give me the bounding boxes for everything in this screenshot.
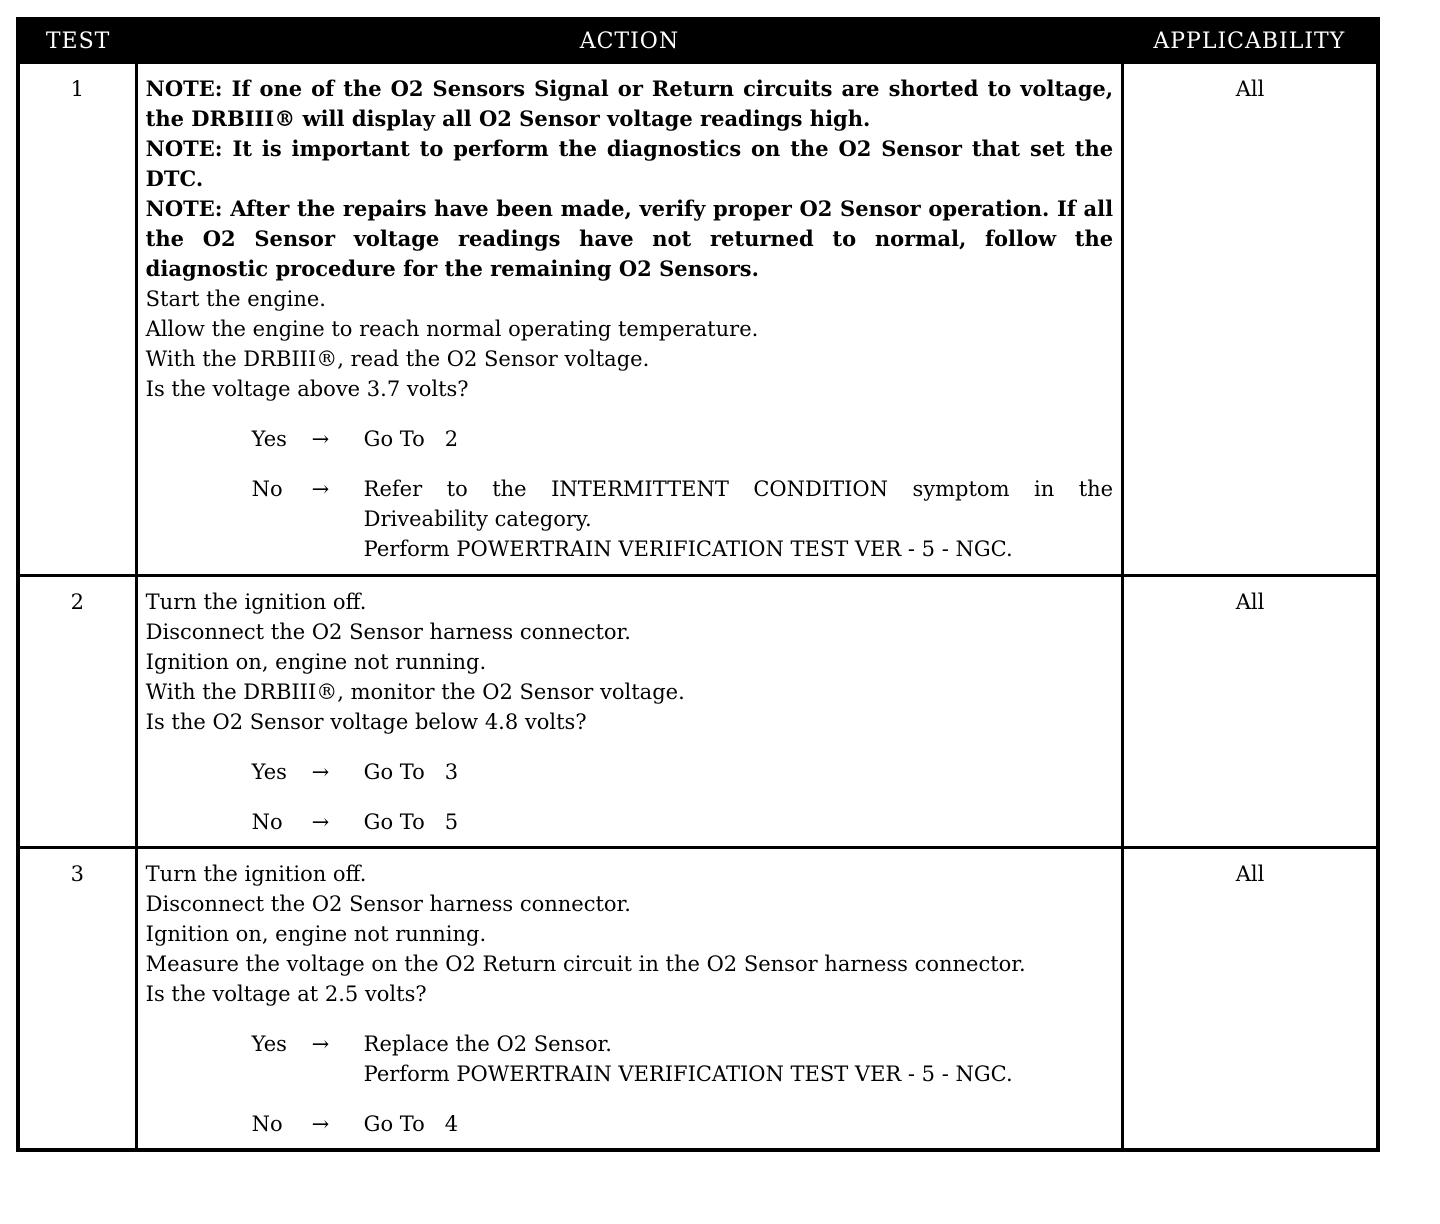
applicability-value: All (1123, 576, 1378, 848)
note-text: NOTE: After the repairs have been made, verify proper O2 Sensor operation. If all the O2 Sensor voltage readings have not returned to normal, follow the diagnostic procedure for the remaining O2 Sensors. (145, 196, 1114, 281)
no-label: No (251, 477, 283, 501)
step-text: Turn the ignition off. (145, 590, 367, 614)
step-text: With the DRBIII®, read the O2 Sensor voltage. (145, 347, 650, 371)
arrow-right-icon: → (311, 1112, 330, 1136)
table-row (18, 63, 1378, 576)
header-action: ACTION (136, 19, 1122, 63)
note-text: NOTE: If one of the O2 Sensors Signal or Return circuits are shorted to voltage, the DRBIII® will display all O2 Sensor voltage readings high. (145, 76, 1114, 131)
result-line: Driveability category. (363, 507, 592, 531)
question-text: Is the voltage above 3.7 volts? (145, 377, 469, 401)
test-number: 1 (18, 63, 136, 576)
question-text: Is the voltage at 2.5 volts? (145, 982, 427, 1006)
question-text: Is the O2 Sensor voltage below 4.8 volts? (145, 710, 587, 734)
test-number: 3 (18, 848, 136, 1150)
step-text: Start the engine. (145, 287, 326, 311)
yes-label: Yes (251, 1032, 287, 1056)
no-result (364, 1109, 1113, 1139)
yes-label: Yes (251, 760, 287, 784)
result-line: Go To 2 (363, 427, 459, 451)
arrow-right-icon: → (311, 810, 330, 834)
step-text: Allow the engine to reach normal operating temperature. (145, 317, 759, 341)
no-label: No (251, 810, 283, 834)
yes-response (146, 757, 1113, 787)
action-cell (136, 63, 1122, 576)
table-row (18, 848, 1378, 1150)
arrow-right-icon: → (311, 477, 330, 501)
result-line: Refer to the INTERMITTENT CONDITION symptom in the (363, 477, 1114, 501)
arrow-right-icon: → (311, 427, 330, 451)
header-applicability: APPLICABILITY (1123, 19, 1378, 63)
diagnostic-test-table (16, 17, 1380, 1152)
step-text: Turn the ignition off. (145, 862, 367, 886)
no-result (364, 807, 1113, 837)
applicability-value: All (1123, 63, 1378, 576)
yes-result (364, 424, 1113, 454)
yes-label: Yes (251, 427, 287, 451)
no-response (146, 474, 1113, 564)
no-response (146, 807, 1113, 837)
yes-response (146, 1029, 1113, 1089)
result-line: Replace the O2 Sensor. (363, 1032, 612, 1056)
arrow-right-icon: → (311, 1032, 330, 1056)
step-text: Ignition on, engine not running. (145, 650, 487, 674)
step-text: Disconnect the O2 Sensor harness connector. (145, 892, 631, 916)
no-response (146, 1109, 1113, 1139)
result-line: Perform POWERTRAIN VERIFICATION TEST VER - 5 - NGC. (363, 1062, 1013, 1086)
action-cell (136, 576, 1122, 848)
result-line: Go To 4 (363, 1112, 459, 1136)
test-number: 2 (18, 576, 136, 848)
table-row (18, 576, 1378, 848)
header-test: TEST (18, 19, 136, 63)
yes-result (364, 757, 1113, 787)
step-text: With the DRBIII®, monitor the O2 Sensor voltage. (145, 680, 685, 704)
result-line: Go To 3 (363, 760, 459, 784)
result-line: Go To 5 (363, 810, 459, 834)
no-result (364, 474, 1113, 564)
no-label: No (251, 1112, 283, 1136)
step-text: Ignition on, engine not running. (145, 922, 487, 946)
note-text: NOTE: It is important to perform the diagnostics on the O2 Sensor that set the DTC. (145, 136, 1114, 191)
yes-result (364, 1029, 1113, 1089)
step-text: Measure the voltage on the O2 Return circuit in the O2 Sensor harness connector. (145, 952, 1026, 976)
arrow-right-icon: → (311, 760, 330, 784)
action-cell (136, 848, 1122, 1150)
table-header-row (18, 19, 1378, 63)
result-line: Perform POWERTRAIN VERIFICATION TEST VER - 5 - NGC. (363, 537, 1013, 561)
step-text: Disconnect the O2 Sensor harness connector. (145, 620, 631, 644)
applicability-value: All (1123, 848, 1378, 1150)
yes-response (146, 424, 1113, 454)
